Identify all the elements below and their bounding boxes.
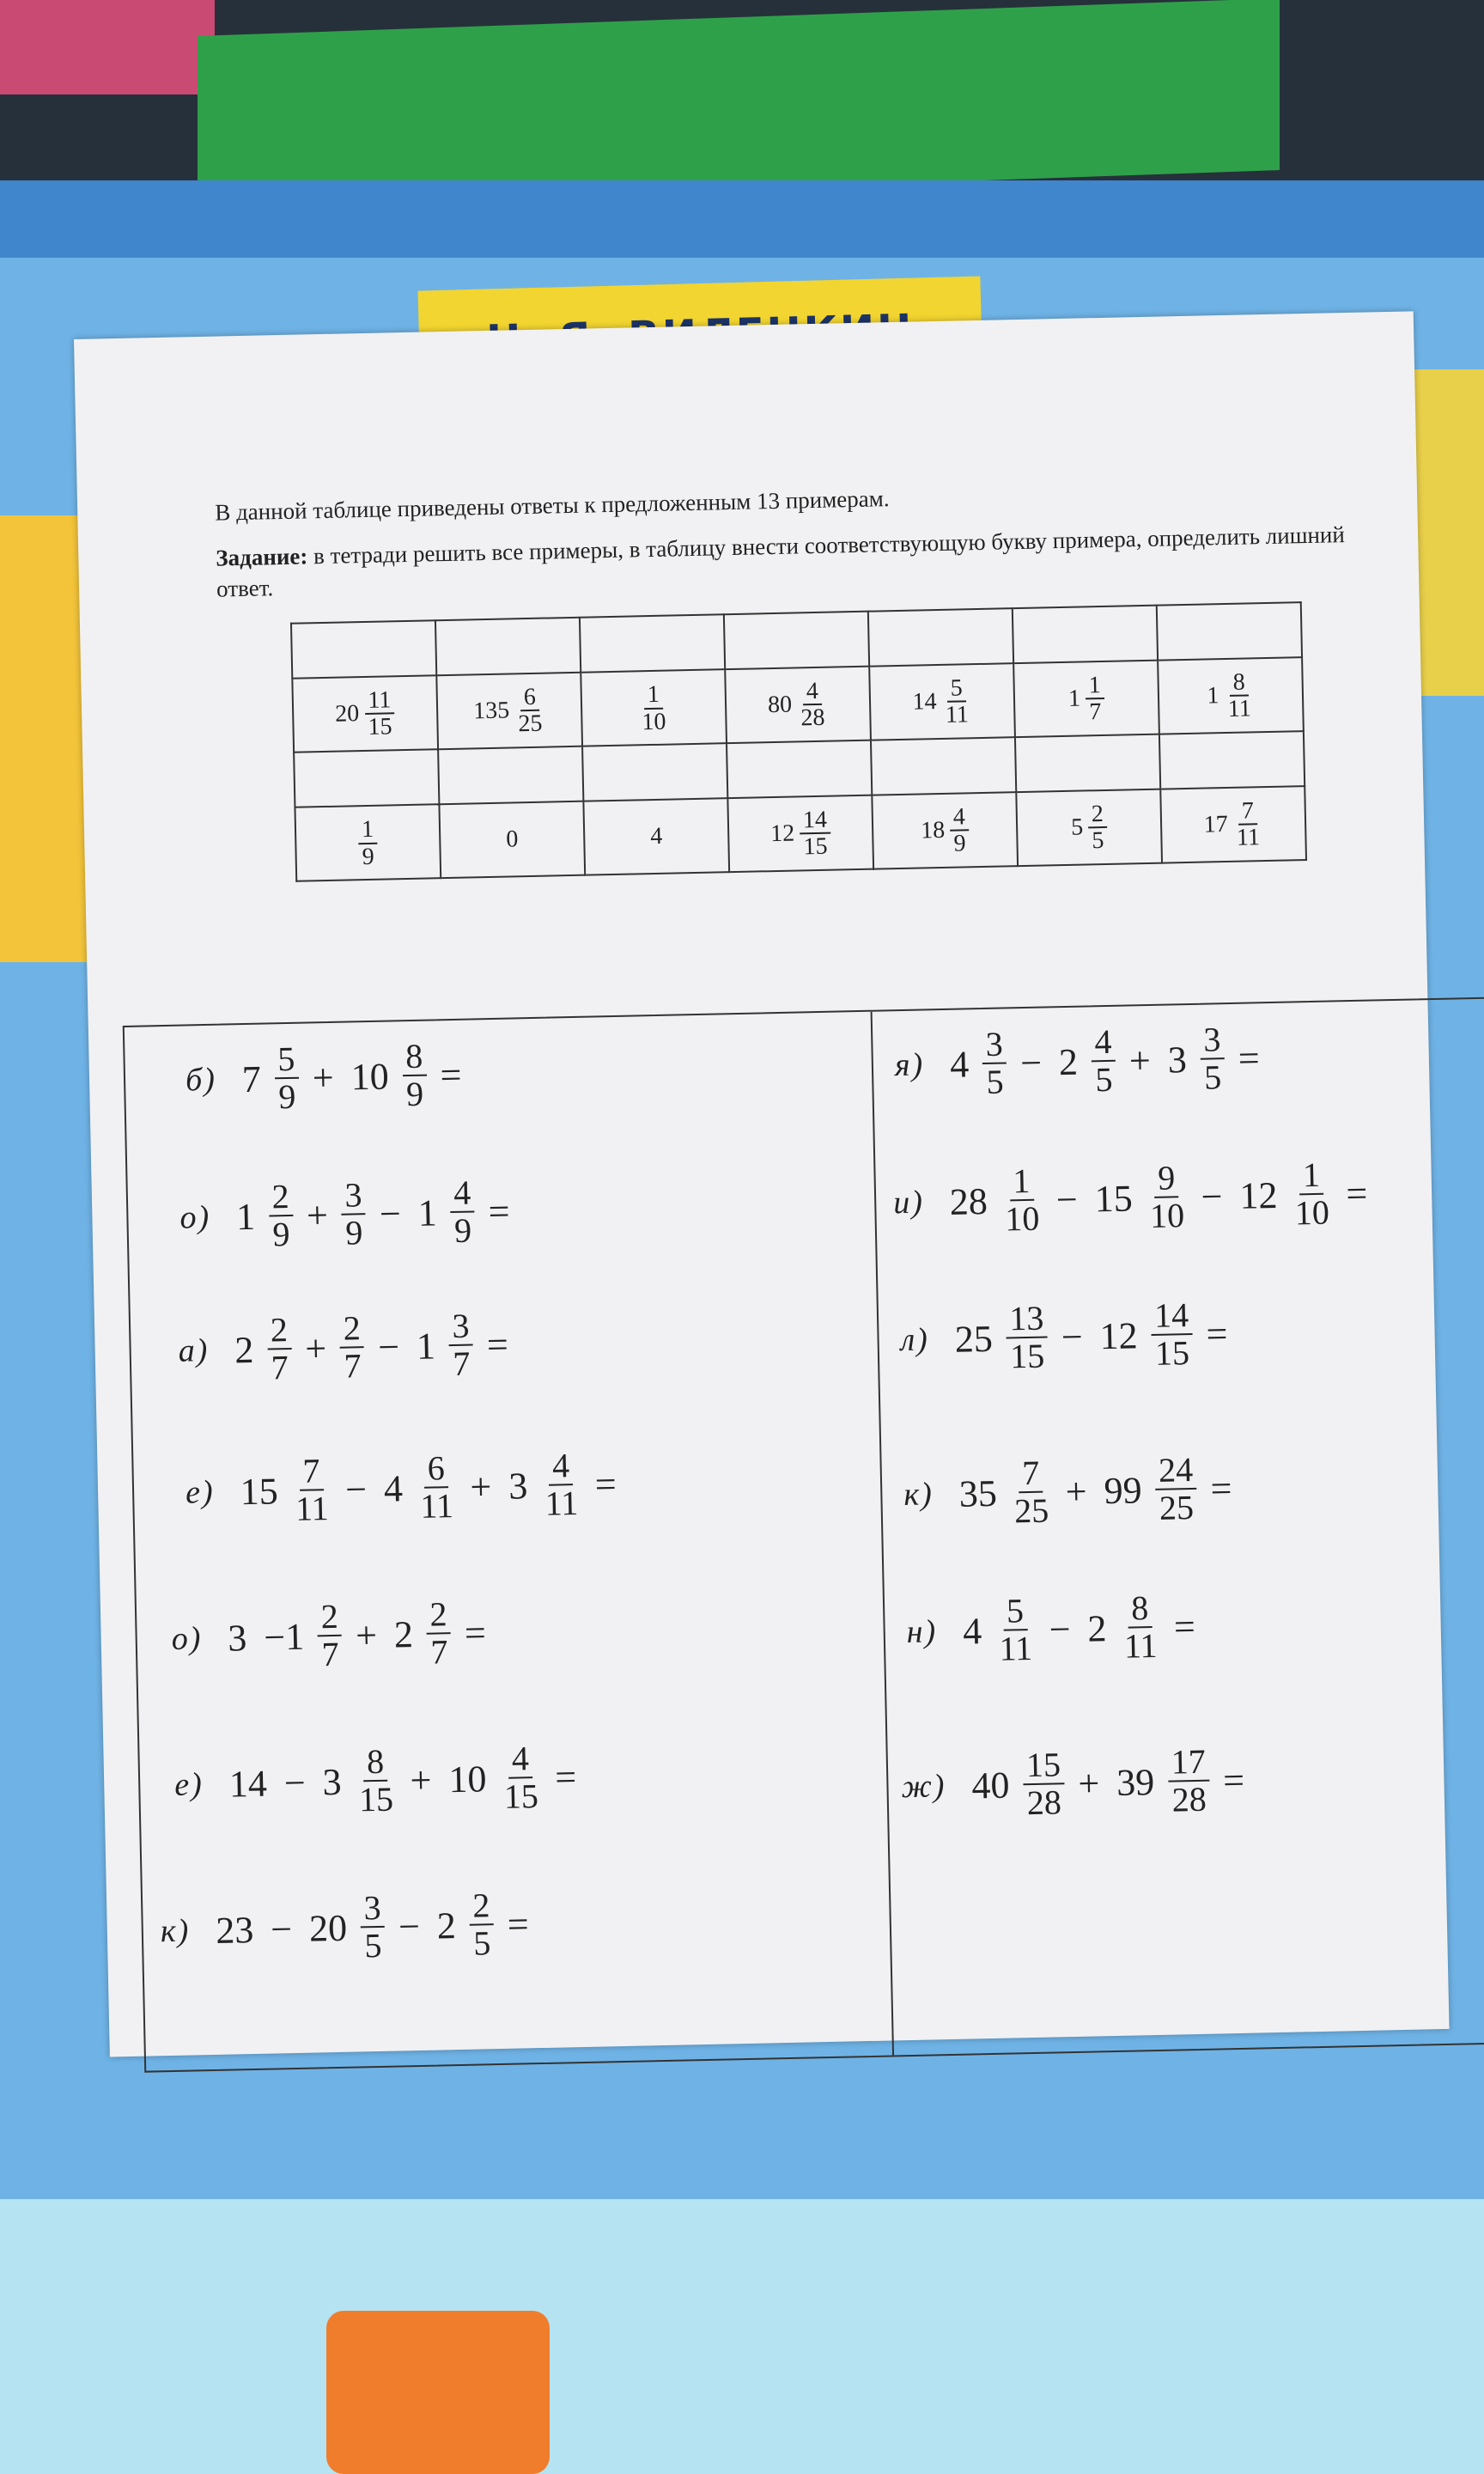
fraction — [266, 1312, 292, 1386]
denominator: 25 — [1159, 1487, 1195, 1527]
whole-part: 17 — [1203, 810, 1228, 838]
fraction — [1167, 1741, 1210, 1819]
denominator: 11 — [1227, 695, 1252, 722]
numerator: 2 — [426, 1596, 451, 1635]
expression-token: 3 — [1167, 1038, 1188, 1082]
numerator: 24 — [1155, 1452, 1197, 1490]
numerator: 9 — [1154, 1160, 1179, 1198]
denominator: 11 — [295, 1489, 330, 1528]
example-row — [171, 1595, 490, 1676]
answer-letter-cell[interactable] — [1159, 731, 1305, 789]
denominator: 9 — [272, 1214, 290, 1254]
numerator: 3 — [1200, 1021, 1225, 1060]
expression-token: − — [398, 1904, 421, 1947]
example-row — [185, 1447, 620, 1530]
denominator: 5 — [1094, 1059, 1113, 1100]
denominator: 15 — [1154, 1333, 1190, 1373]
denominator: 28 — [1171, 1779, 1207, 1819]
expression-token: 28 — [949, 1179, 988, 1223]
whole-part: 80 — [767, 691, 793, 719]
expression-token: 3 — [508, 1464, 528, 1508]
denominator: 15 — [503, 1776, 539, 1816]
expression-token: 3 — [227, 1616, 247, 1660]
answer-letter-cell[interactable] — [1157, 602, 1302, 661]
denominator: 11 — [1236, 824, 1261, 851]
fraction — [450, 1174, 476, 1249]
numerator: 8 — [1128, 1590, 1153, 1629]
whole-part: 4 — [649, 822, 663, 850]
denominator: 28 — [1026, 1782, 1062, 1823]
expression-token: + — [469, 1465, 492, 1508]
expression-token: 2 — [393, 1612, 414, 1656]
denominator: 11 — [999, 1628, 1033, 1668]
mixed-number — [473, 684, 546, 738]
answer-value-cell — [1160, 786, 1306, 862]
mixed-number — [335, 687, 396, 740]
fraction — [499, 1740, 542, 1815]
denominator: 9 — [277, 1076, 296, 1117]
denominator: 10 — [1004, 1198, 1040, 1239]
expression-token: 2 — [436, 1904, 457, 1947]
answer-value-cell — [1158, 657, 1304, 734]
example-label: о) — [179, 1198, 211, 1236]
expression-token: = — [507, 1902, 530, 1946]
example-row — [894, 1021, 1264, 1102]
numerator: 14 — [1151, 1297, 1193, 1336]
numerator: 3 — [982, 1026, 1007, 1064]
numerator: 3 — [360, 1890, 385, 1929]
denominator: 15 — [368, 713, 392, 740]
answer-value-cell — [727, 795, 873, 872]
mixed-number — [767, 678, 828, 731]
whole-part: 12 — [769, 820, 795, 848]
expression-token: − — [344, 1467, 368, 1511]
expression-token: + — [304, 1326, 327, 1370]
fraction — [1088, 801, 1108, 854]
example-label: б) — [185, 1061, 217, 1099]
fraction — [416, 1450, 457, 1525]
denominator: 5 — [986, 1062, 1005, 1101]
example-label: ж) — [901, 1768, 946, 1806]
expression-token: − — [270, 1907, 293, 1951]
denominator: 7 — [1089, 698, 1102, 726]
expression-token: − — [1061, 1315, 1084, 1358]
example-row — [892, 1156, 1371, 1240]
fraction — [540, 1447, 581, 1522]
numerator: 2 — [469, 1887, 494, 1926]
fraction — [1146, 1160, 1189, 1234]
numerator: 7 — [1238, 798, 1257, 826]
numerator: 1 — [358, 817, 378, 844]
expression-token: 2 — [234, 1328, 254, 1371]
answer-letter-cell[interactable] — [291, 620, 436, 679]
whole-part: 0 — [505, 826, 519, 853]
denominator: 9 — [953, 830, 966, 857]
expression-token: −1 — [263, 1615, 305, 1659]
numerator: 1 — [1009, 1163, 1034, 1202]
answer-value-cell — [1016, 789, 1162, 866]
numerator: 3 — [448, 1308, 473, 1347]
fraction — [1006, 1298, 1049, 1376]
fraction — [448, 1308, 474, 1383]
expression-token: − — [377, 1325, 400, 1368]
denominator: 7 — [429, 1632, 448, 1672]
example-label: и) — [892, 1184, 925, 1222]
denominator: 9 — [362, 843, 375, 870]
example-label: а) — [178, 1331, 210, 1369]
fraction — [364, 687, 396, 740]
example-row — [906, 1589, 1200, 1669]
numerator: 7 — [1019, 1455, 1043, 1494]
mixed-number — [912, 675, 972, 728]
example-row — [178, 1307, 513, 1388]
denominator: 10 — [1149, 1196, 1185, 1235]
expression-token: − — [1049, 1607, 1072, 1651]
denominator: 7 — [344, 1346, 362, 1386]
answer-letter-cell[interactable] — [582, 743, 727, 801]
fraction — [1291, 1157, 1334, 1232]
expression-token: − — [283, 1761, 307, 1804]
answer-letter-cell[interactable] — [727, 740, 872, 799]
numerator: 4 — [508, 1740, 532, 1779]
expression-token: 1 — [417, 1191, 438, 1234]
numerator: 13 — [1006, 1301, 1048, 1339]
background-bottom-cover — [0, 2199, 1484, 2474]
answer-value-cell — [583, 798, 729, 874]
answer-letter-cell[interactable] — [435, 618, 581, 676]
example-row — [173, 1740, 581, 1822]
example-row — [160, 1886, 533, 1968]
task-label: Задание: — [216, 543, 308, 571]
denominator: 11 — [1123, 1625, 1158, 1666]
answer-value-cell — [292, 675, 438, 752]
answer-value-cell — [1013, 661, 1159, 737]
mixed-number — [506, 826, 519, 853]
numerator: 1 — [644, 682, 664, 710]
expression-token: + — [355, 1613, 378, 1656]
example-row — [900, 1296, 1232, 1377]
expression-token: 25 — [954, 1317, 994, 1361]
expression-token: + — [410, 1758, 432, 1801]
denominator: 15 — [1009, 1336, 1045, 1376]
fraction — [339, 1310, 365, 1385]
mixed-number — [770, 807, 831, 860]
expression-token: = — [1238, 1036, 1261, 1080]
expression-token: = — [440, 1053, 462, 1096]
answer-table — [290, 601, 1307, 882]
fraction — [1085, 673, 1104, 725]
denominator: 7 — [452, 1344, 471, 1384]
expression-token: = — [1222, 1758, 1245, 1801]
example-label: к) — [903, 1476, 934, 1514]
numerator: 6 — [520, 684, 540, 711]
fraction — [1224, 669, 1255, 722]
numerator: 4 — [802, 678, 822, 705]
whole-part: 18 — [920, 816, 946, 844]
fraction — [1155, 1452, 1198, 1526]
expression-token: − — [1055, 1178, 1079, 1221]
numerator: 4 — [450, 1174, 475, 1213]
mixed-number — [358, 817, 378, 869]
expression-token: + — [1128, 1039, 1152, 1082]
expression-token: + — [1065, 1470, 1088, 1513]
fraction — [1000, 1163, 1043, 1238]
answer-letter-cell[interactable] — [438, 746, 583, 805]
example-label: я) — [894, 1046, 925, 1084]
denominator: 5 — [1203, 1057, 1222, 1097]
expression-token: 12 — [1238, 1173, 1278, 1217]
answer-letter-cell[interactable] — [724, 612, 869, 670]
examples-left-column — [125, 1012, 894, 2071]
denominator: 5 — [1092, 827, 1104, 855]
fraction — [355, 1741, 398, 1819]
expression-token: 15 — [240, 1469, 279, 1513]
denominator: 15 — [803, 832, 828, 861]
answer-value-cell — [872, 792, 1018, 868]
expression-token: 7 — [241, 1057, 262, 1100]
examples-right-column — [873, 997, 1484, 2055]
expression-token: 20 — [308, 1906, 348, 1950]
expression-token: 12 — [1099, 1313, 1139, 1357]
fraction — [274, 1041, 300, 1116]
fraction — [291, 1453, 332, 1527]
denominator: 9 — [453, 1210, 472, 1250]
denominator: 28 — [800, 704, 825, 732]
fraction — [994, 1593, 1036, 1667]
numerator: 7 — [299, 1453, 324, 1491]
denominator: 7 — [271, 1348, 289, 1387]
expression-token: 4 — [962, 1609, 982, 1653]
numerator: 8 — [363, 1744, 388, 1782]
expression-token: 4 — [383, 1466, 404, 1510]
answer-value-cell — [581, 669, 727, 746]
denominator: 5 — [472, 1923, 491, 1963]
expression-token: 2 — [1086, 1606, 1108, 1650]
expression-token: 1 — [416, 1324, 436, 1368]
mixed-number — [650, 823, 663, 850]
answer-letter-cell[interactable] — [1015, 734, 1160, 793]
expression-token: 35 — [958, 1472, 998, 1515]
numerator: 14 — [800, 807, 831, 834]
numerator: 1 — [1299, 1157, 1324, 1196]
numerator: 5 — [274, 1041, 299, 1080]
fraction — [800, 807, 831, 860]
numerator: 17 — [1167, 1744, 1209, 1782]
mixed-number — [1071, 801, 1108, 855]
expression-token: 10 — [350, 1055, 390, 1098]
answer-letter-cell[interactable] — [1013, 606, 1158, 664]
expression-token: 4 — [949, 1042, 970, 1086]
fraction — [1091, 1021, 1116, 1100]
example-label: о) — [171, 1620, 203, 1657]
mixed-number — [638, 682, 670, 735]
numerator: 8 — [1229, 669, 1249, 697]
example-label: к) — [160, 1912, 191, 1950]
expression-token: = — [1210, 1466, 1232, 1510]
expression-token: + — [1077, 1761, 1100, 1805]
answer-value-cell — [869, 663, 1015, 740]
numerator: 2 — [317, 1599, 342, 1637]
numerator: 6 — [423, 1450, 448, 1489]
fraction — [1232, 798, 1263, 851]
expression-token: = — [464, 1611, 487, 1654]
fraction — [1010, 1454, 1053, 1529]
whole-part: 1 — [1067, 685, 1081, 712]
fraction — [360, 1887, 386, 1965]
expression-token: = — [1345, 1172, 1368, 1215]
fraction — [982, 1026, 1007, 1100]
expression-token: = — [594, 1462, 617, 1506]
denominator: 7 — [321, 1634, 340, 1674]
example-label: л) — [900, 1321, 930, 1359]
example-label: е) — [185, 1473, 216, 1511]
denominator: 5 — [364, 1925, 382, 1965]
fraction — [469, 1887, 495, 1962]
numerator: 5 — [1003, 1593, 1028, 1631]
numerator: 4 — [549, 1447, 574, 1486]
denominator: 25 — [518, 710, 543, 738]
expression-token: = — [1206, 1312, 1228, 1356]
expression-token: 40 — [970, 1764, 1010, 1807]
fraction — [796, 678, 828, 731]
example-row — [903, 1451, 1236, 1532]
example-row — [901, 1743, 1249, 1824]
numerator: 4 — [1091, 1024, 1116, 1063]
expression-token: 15 — [1094, 1176, 1134, 1220]
numerator: 2 — [339, 1310, 364, 1349]
fraction — [268, 1176, 294, 1254]
background-pink-object — [0, 0, 215, 94]
answer-value-cell — [725, 667, 871, 743]
numerator: 1 — [1085, 673, 1104, 700]
fraction — [1023, 1746, 1066, 1821]
fraction — [317, 1596, 343, 1674]
denominator: 11 — [419, 1486, 454, 1526]
answer-letter-cell[interactable] — [580, 614, 725, 673]
denominator: 25 — [1013, 1490, 1049, 1531]
whole-part: 135 — [472, 697, 510, 725]
fraction — [341, 1177, 367, 1252]
numerator: 2 — [268, 1179, 293, 1217]
fraction — [638, 682, 670, 735]
worksheet-task — [216, 518, 1384, 604]
fraction — [1120, 1590, 1161, 1665]
expression-token: 14 — [228, 1762, 268, 1806]
fraction — [514, 684, 546, 737]
numerator: 4 — [950, 804, 970, 832]
denominator: 11 — [544, 1484, 579, 1523]
answer-letter-cell[interactable] — [868, 608, 1013, 667]
denominator: 10 — [642, 708, 666, 735]
fraction — [358, 817, 378, 869]
whole-part: 14 — [912, 688, 937, 716]
expression-token: + — [306, 1193, 329, 1237]
expression-token: 39 — [1116, 1760, 1155, 1804]
example-label: е) — [173, 1766, 204, 1803]
examples-box — [123, 996, 1484, 2072]
numerator: 15 — [1023, 1746, 1065, 1785]
denominator: 10 — [1294, 1192, 1330, 1233]
expression-token: 99 — [1104, 1468, 1143, 1512]
numerator: 8 — [402, 1039, 427, 1077]
mixed-number — [921, 804, 970, 857]
answer-value-cell — [436, 673, 582, 749]
expression-token: + — [312, 1056, 335, 1099]
worksheet-paper — [74, 311, 1450, 2057]
expression-token: − — [1201, 1174, 1223, 1218]
mixed-number — [1207, 669, 1255, 722]
expression-token: = — [486, 1323, 509, 1366]
whole-part: 20 — [334, 700, 360, 728]
expression-token: = — [554, 1755, 577, 1799]
worksheet-intro: В данной таблице приведены ответы к предложенным 13 примерам. — [214, 485, 890, 526]
example-row — [179, 1174, 514, 1255]
fraction — [950, 804, 970, 856]
fraction — [402, 1036, 428, 1114]
denominator: 15 — [358, 1779, 394, 1819]
fraction — [941, 675, 972, 728]
denominator: 11 — [945, 701, 970, 728]
background-orange-shape — [326, 2311, 550, 2474]
numerator: 2 — [1088, 801, 1108, 829]
fraction — [1151, 1297, 1194, 1372]
expression-token: 3 — [322, 1760, 343, 1803]
whole-part: 1 — [1207, 682, 1219, 710]
expression-token: 2 — [1058, 1040, 1079, 1083]
expression-token: 1 — [235, 1195, 256, 1238]
expression-token: − — [1019, 1041, 1043, 1084]
fraction — [426, 1596, 452, 1671]
expression-token: 23 — [215, 1908, 254, 1952]
denominator: 9 — [344, 1213, 363, 1252]
expression-token: − — [379, 1191, 402, 1235]
mixed-number — [1067, 673, 1104, 726]
answer-value-cell — [439, 801, 585, 878]
answer-letter-cell[interactable] — [294, 749, 439, 807]
expression-token: = — [1173, 1605, 1196, 1648]
numerator: 3 — [341, 1177, 366, 1216]
denominator: 9 — [405, 1074, 424, 1114]
task-text: в тетради решить все примеры, в таблицу внести соответствующую букву примера, определить лишний ответ. — [216, 521, 1346, 602]
mixed-number — [1203, 798, 1263, 851]
numerator: 11 — [364, 687, 395, 715]
answer-value-cell — [295, 804, 441, 881]
expression-token: = — [488, 1190, 511, 1233]
example-label: н) — [906, 1613, 938, 1651]
numerator: 2 — [266, 1312, 291, 1350]
numerator: 5 — [946, 675, 966, 703]
answer-letter-cell[interactable] — [871, 737, 1016, 795]
fraction — [1200, 1021, 1226, 1096]
expression-token: 10 — [447, 1757, 487, 1801]
example-row — [185, 1038, 465, 1118]
whole-part: 5 — [1070, 813, 1084, 841]
